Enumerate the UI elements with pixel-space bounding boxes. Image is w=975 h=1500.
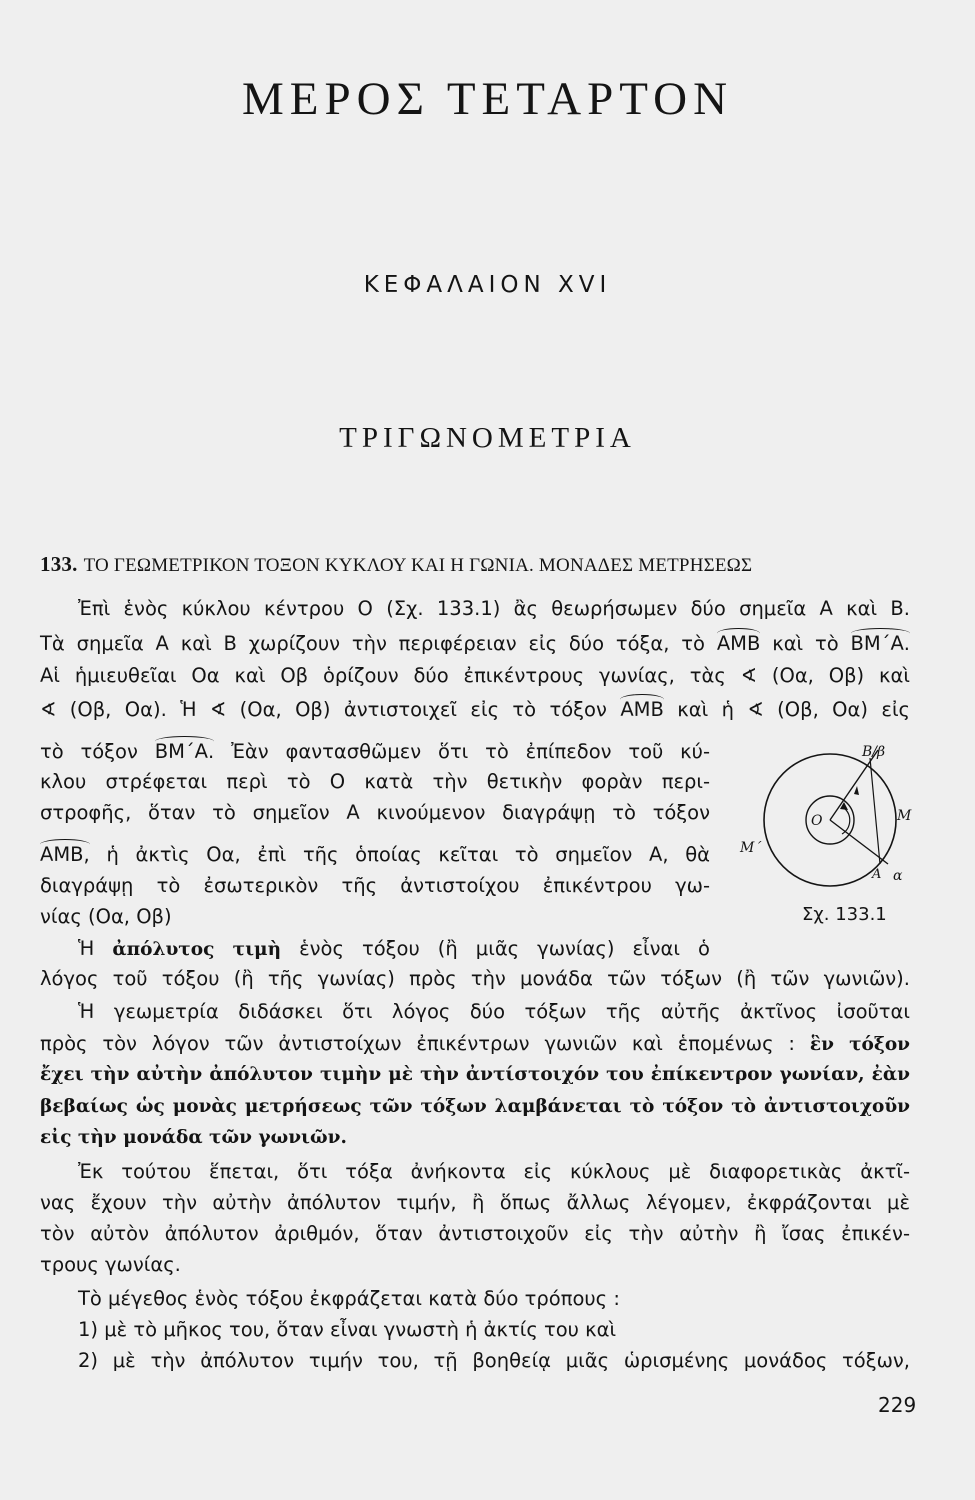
text-line-3: Αἱ ἡμιευθεῖαι Οα καὶ Οβ ὁρίζουν δύο ἐπικέντρους γωνίας, τὰς ∢ (Οα, Οβ) καὶ [40,664,910,687]
text-line-16: βεβαίως ὡς μονὰς μετρήσεως τῶν τόξων λαμβάνεται τὸ τόξον τὸ ἀντιστοιχοῦν [40,1096,910,1117]
text-line-5: τὸ τόξον ΒΜ΄Α. Ἐὰν φαντασθῶμεν ὅτι τὸ ἐπίπεδον τοῦ κύ- [40,740,710,763]
text-line-10: νίας (Οα, Οβ) [40,905,172,928]
text-line-19: νας ἔχουν τὴν αὐτὴν ἀπόλυτον τιμήν, ἢ ὅπως ἄλλως λέγομεν, ἐκφράζονται μὲ [40,1191,910,1214]
text-line-22: Τὸ μέγεθος ἑνὸς τόξου ἐκφράζεται κατὰ δύο τρόπους : [78,1287,620,1310]
chord-ab [870,758,880,864]
text-line-9: διαγράψῃ τὸ ἐσωτερικὸν τῆς ἀντιστοίχου ἐπικέντρου γω- [40,874,710,897]
text-line-14: πρὸς τὸν λόγον τῶν ἀντιστοίχων ἐπικέντρων γωνιῶν καὶ ἑπομένως : ἓν τόξον [40,1032,910,1055]
subject-title: ΤΡΙΓΩΝΟΜΕΤΡΙΑ [339,422,636,454]
arc-bma: ΒΜ΄Α. [154,740,215,763]
text-line-11: Ἡ ἀπόλυτος τιμὴ ἑνὸς τόξου (ἢ μιᾶς γωνίας) εἶναι ὁ [78,937,710,960]
text-line-21: τρους γωνίας. [40,1253,181,1276]
text-line-13: Ἡ γεωμετρία διδάσκει ὅτι λόγος δύο τόξων τῆς αὐτῆς ἀκτῖνος ἰσοῦται [78,1000,910,1023]
label-a: Α [872,867,882,882]
text-line-6: κλου στρέφεται περὶ τὸ Ο κατὰ τὴν θετικὴν φορὰν περι- [40,770,710,793]
text-line-12: λόγος τοῦ τόξου (ἢ τῆς γωνίας) πρὸς τὴν μονάδα τῶν τόξων (ἢ τῶν γωνιῶν). [40,967,910,990]
arc-amb: ΑΜΒ, [40,843,90,866]
ray-arrowhead [854,786,859,795]
term-absolute-value: ἀπόλυτος τιμὴ [112,939,282,960]
section-heading-text: ΤΟ ΓΕΩΜΕΤΡΙΚΟΝ ΤΟΞΟΝ ΚΥΚΛΟΥ ΚΑΙ Η ΓΩΝΙΑ. ΜΟΝΑΔΕΣ ΜΕΤΡΗΣΕΩΣ [83,555,753,576]
label-alpha: α [893,868,903,884]
label-b: Β/β [862,744,886,760]
text-line-8: ΑΜΒ, ἡ ἀκτὶς Οα, ἐπὶ τῆς ὁποίας κεῖται τὸ σημεῖον Α, θὰ [40,843,710,866]
section-number: 133. [40,552,78,576]
text-line-20: τὸν αὐτὸν ἀπόλυτον ἀριθμόν, ὅταν ἀντιστοιχοῦν εἰς τὴν αὐτὴν ἢ ἴσας ἐπικέν- [40,1222,910,1245]
text-line-17: εἰς τὴν μονάδα τῶν γωνιῶν. [40,1127,347,1148]
part-title: ΜΕΡΟΣ ΤΕΤΑΡΤΟΝ [241,73,734,125]
label-m-prime: Μ΄ [740,840,762,856]
text-line-15: ἔχει τὴν αὐτὴν ἀπόλυτον τιμὴν μὲ τὴν ἀντίστοιχόν του ἐπίκεντρον γωνίαν, ἐὰν [40,1064,910,1085]
text-line-2: Τὰ σημεῖα Α καὶ Β χωρίζουν τὴν περιφέρειαν εἰς δύο τόξα, τὸ ΑΜΒ καὶ τὸ ΒΜ΄Α. [40,632,911,655]
text-line-23: 1) μὲ τὸ μῆκος του, ὅταν εἶναι γνωστὴ ἡ ἀκτίς του καὶ [78,1318,617,1341]
label-o: Ο [811,813,823,829]
page-number: 229 [878,1393,917,1417]
arc-bma: ΒΜ΄Α. [850,632,911,655]
text-line-1: Ἐπὶ ἑνὸς κύκλου κέντρου Ο (Σχ. 133.1) ἂς θεωρήσωμεν δύο σημεῖα Α καὶ Β. [78,597,910,620]
figure-133-1 [738,742,918,892]
text-line-24: 2) μὲ τὴν ἀπόλυτον τιμήν του, τῇ βοηθείᾳ μιᾶς ὡρισμένης μονάδος τόξων, [78,1349,910,1372]
figure-caption: Σχ. 133.1 [802,904,887,925]
arc-amb: ΑΜΒ [620,698,664,721]
section-heading [40,552,920,577]
text-line-18: Ἐκ τούτου ἕπεται, ὅτι τόξα ἀνήκοντα εἰς κύκλους μὲ διαφορετικὰς ἀκτῖ- [78,1160,910,1183]
label-m: Μ [897,808,912,824]
text-line-4: ∢ (Οβ, Οα). Ἡ ∢ (Οα, Οβ) ἀντιστοιχεῖ εἰς τὸ τόξον ΑΜΒ καὶ ἡ ∢ (Οβ, Οα) εἰς [40,698,910,721]
chapter-title: ΚΕΦΑΛΑΙΟΝ XVI [363,272,612,298]
text-line-7: στροφῆς, ὅταν τὸ σημεῖον Α κινούμενον διαγράψῃ τὸ τόξον [40,801,710,824]
arc-amb: ΑΜΒ [716,632,761,655]
